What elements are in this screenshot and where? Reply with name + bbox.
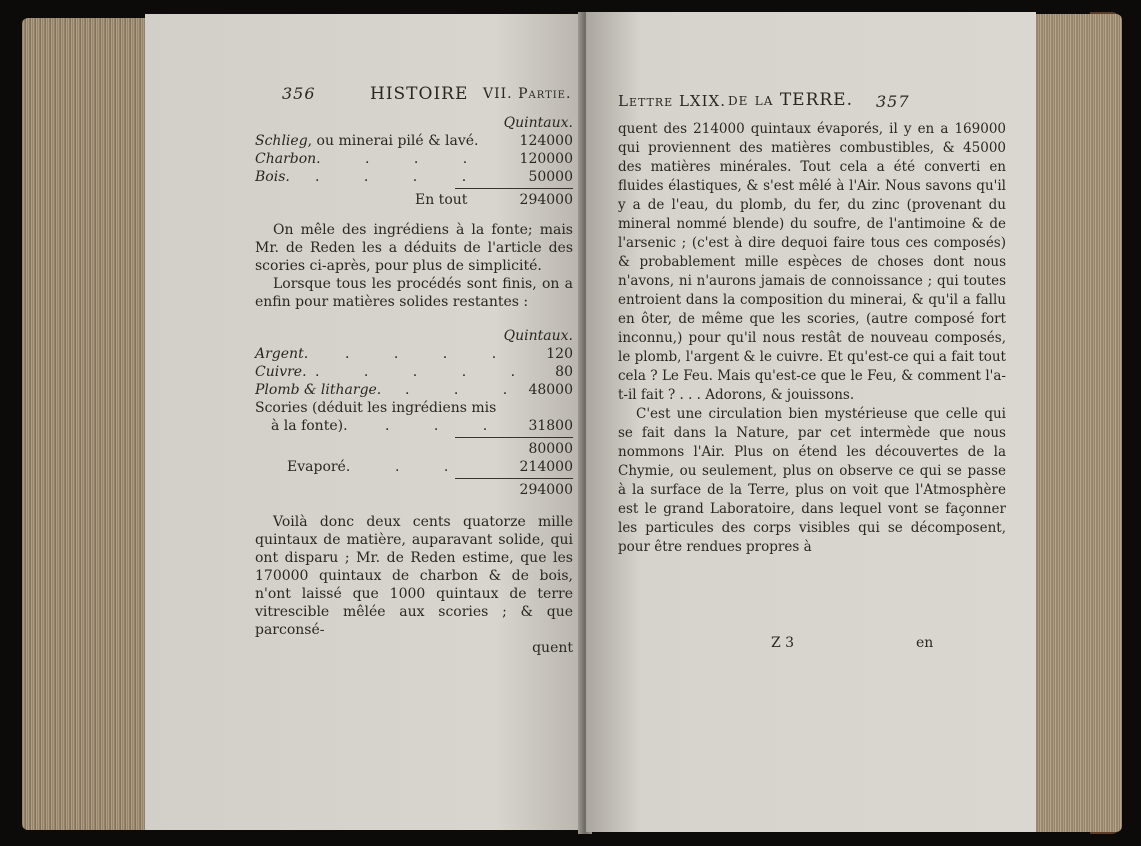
right-running-head: de la TERRE. bbox=[728, 90, 853, 110]
left-page-body bbox=[255, 114, 573, 657]
table1-row: Schlieg, ou minerai pilé & lavé. 124000 bbox=[255, 133, 573, 149]
left-paragraph-3: Voilà donc deux cents quatorze mille quintaux de matière, auparavant solide, qui ont disparu ; Mr. de Reden estime, que les 170000 quintaux de charbon & de bois, n'ont laissé que 1000 quintaux de terre vitrescible mêlée aux scories ; & que parconsé- bbox=[255, 514, 573, 638]
right-page-number: 357 bbox=[876, 92, 910, 111]
table2-row: Argent. . . . . 120 bbox=[255, 346, 573, 362]
left-catchword: quent bbox=[532, 640, 573, 656]
right-paragraph-1: quent des 214000 quintaux évaporés, il y en a 169000 qui proviennent des matières combustibles, & 45000 des matières minérales. Tout cela a été converti en fluides élastiques, & s'est mêlé à l'Air. Nous savons qu'il y a de l'eau, du plomb, du fer, du zinc (provenant du mineral nommé blende) du soufre, de l'antimoine & de l'arsenic ; (c'est à dire dequoi faire tous ces composés) & probablement mille espèces de choses dont nous n'avons, ni n'aurons jamais de connoissance ; qui toutes entroient dans la composition du minerai, & qu'il a fallu en ôter, de même que les scories, (autre composé fort inconnu,) pour qu'il nous restât de nouveau composés, le plomb, l'argent & le cuivre. Et qu'est-ce qui a fait tout cela ? Le Feu. Mais qu'est-ce que le Feu, & comment l'a-t-il fait ? . . . Adorons, & jouissons. bbox=[618, 121, 1006, 403]
signature-mark: Z 3 bbox=[771, 635, 795, 651]
left-page bbox=[145, 14, 583, 830]
page-edges-right bbox=[1030, 14, 1122, 832]
table2-unit: Quintaux. bbox=[503, 328, 573, 344]
right-paragraph-2: C'est une circulation bien mystérieuse que celle qui se fait dans la Nature, par cet intermède que nous nommons l'Air. Plus on étend les découvertes de la Chymie, ou seulement, plus on observe ce qui se passe à la surface de la Terre, plus on voit que l'Atmosphère est le grand Laboratoire, dans lequel vont se façonner les particules des corps visibles qui se décomposent, pour être rendues propres à bbox=[618, 406, 1006, 555]
table2-grand-total: 294000 bbox=[519, 482, 573, 498]
table1-row: Charbon. . . . 120000 bbox=[255, 151, 573, 167]
table2-rule bbox=[455, 437, 573, 438]
table2-scories-line: Scories (déduit les ingrédiens mis bbox=[255, 400, 497, 416]
page-edges-left bbox=[22, 18, 150, 830]
table1-row: Bois. . . . . 50000 bbox=[255, 169, 573, 185]
table1-rule bbox=[455, 188, 573, 189]
table2-rule bbox=[455, 478, 573, 479]
left-paragraph-2: Lorsque tous les procédés sont finis, on a enfin pour matières solides restantes : bbox=[255, 276, 573, 310]
right-catchword: en bbox=[916, 635, 934, 651]
table2-evapore: Evaporé. . . 214000 bbox=[287, 459, 573, 475]
right-page-body bbox=[618, 120, 1006, 557]
table2-row: Plomb & litharge. . . . 48000 bbox=[255, 382, 573, 398]
right-page bbox=[586, 12, 1036, 832]
left-part-label: VII. Partie. bbox=[483, 86, 572, 102]
table2-subtotal: 80000 bbox=[528, 441, 573, 457]
left-page-number: 356 bbox=[282, 84, 316, 103]
left-paragraph-1: On mêle des ingrédiens à la fonte; mais Mr. de Reden les a déduits de l'article des scories ci-après, pour plus de simplicité. bbox=[255, 222, 573, 274]
table1-total: En tout 294000 bbox=[415, 192, 573, 208]
right-letter-label: Lettre LXIX. bbox=[618, 92, 726, 110]
table2-row: Cuivre. . . . . . 80 bbox=[255, 364, 573, 380]
table2-scories-line: à la fonte). . . . 31800 bbox=[271, 418, 573, 434]
table1-unit: Quintaux. bbox=[503, 115, 573, 131]
left-running-head: HISTOIRE bbox=[370, 84, 469, 104]
